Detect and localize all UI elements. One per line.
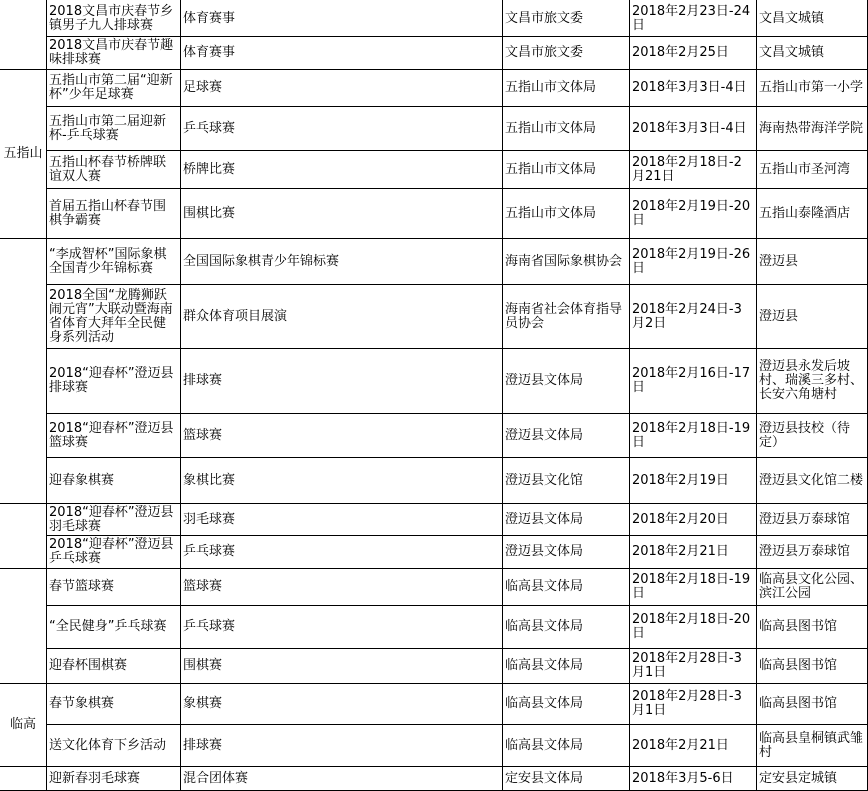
category-cell[interactable]: 羽毛球赛 — [183, 511, 236, 527]
category-cell[interactable]: 象棋赛 — [183, 696, 223, 711]
organizer-cell[interactable]: 五指山市文体局 — [505, 80, 597, 95]
category-cell[interactable]: 围棋比赛 — [183, 205, 236, 221]
event-name-cell[interactable]: 2018全国“龙腾狮跃闹元宵”大联动暨海南省体育大拜年全民健身系列活动 — [49, 287, 173, 345]
venue-cell[interactable]: 临高县文化公园、滨江公园 — [759, 572, 864, 601]
organizer-cell[interactable]: 临高县文体局 — [505, 658, 584, 673]
row-border — [0, 238, 46, 239]
category-cell[interactable]: 乒乓球赛 — [183, 120, 236, 136]
date-cell[interactable]: 2018年2月19日-26日 — [632, 246, 751, 276]
organizer-cell[interactable]: 澄迈县文体局 — [505, 427, 584, 443]
organizer-cell[interactable]: 临高县文体局 — [505, 696, 584, 711]
category-cell[interactable]: 象棋比赛 — [183, 472, 236, 488]
event-name-cell[interactable]: 2018文昌市庆春节乡镇男子九人排球赛 — [49, 3, 174, 33]
region-cell[interactable]: 临高 — [9, 717, 36, 732]
row-border — [0, 568, 46, 569]
row-border — [46, 457, 868, 458]
venue-cell[interactable]: 临高县图书馆 — [759, 696, 838, 711]
event-name-cell[interactable]: 五指山杯春节桥牌联谊双人赛 — [49, 154, 167, 184]
organizer-cell[interactable]: 澄迈县文体局 — [505, 511, 584, 527]
row-border — [46, 69, 868, 70]
date-cell[interactable]: 2018年2月20日 — [632, 511, 729, 527]
category-cell[interactable]: 篮球赛 — [183, 427, 223, 443]
category-cell[interactable]: 桥牌比赛 — [183, 161, 236, 177]
date-cell[interactable]: 2018年3月3日-4日 — [632, 120, 747, 136]
category-cell[interactable]: 混合团体赛 — [183, 771, 249, 786]
region-cell[interactable] — [0, 767, 46, 791]
venue-cell[interactable]: 澄迈县万泰球馆 — [759, 511, 851, 527]
event-name-cell[interactable]: 迎春杯围棋赛 — [49, 658, 128, 673]
category-cell[interactable]: 篮球赛 — [183, 579, 223, 594]
column-border — [180, 0, 181, 791]
venue-cell[interactable]: 文昌文城镇 — [759, 10, 825, 26]
date-cell[interactable]: 2018年2月18日-19日 — [632, 572, 751, 601]
date-cell[interactable]: 2018年2月18日-2月21日 — [632, 154, 742, 184]
row-border — [0, 69, 46, 70]
event-name-cell[interactable]: “李成智杯”国际象棋全国青少年锦标赛 — [49, 246, 167, 276]
column-border — [46, 0, 47, 791]
row-border — [46, 535, 868, 536]
row-border — [0, 683, 46, 684]
organizer-cell[interactable]: 五指山市文体局 — [505, 120, 597, 136]
event-name-cell[interactable]: “全民健身”乒乓球赛 — [49, 619, 167, 634]
venue-cell[interactable]: 定安县定城镇 — [759, 771, 838, 786]
column-border — [629, 0, 630, 791]
row-border — [46, 150, 868, 151]
event-name-cell[interactable]: 首届五指山杯春节围棋争霸赛 — [49, 198, 167, 228]
date-cell[interactable]: 2018年2月24日-3月2日 — [632, 301, 742, 331]
row-border — [46, 683, 868, 684]
organizer-cell[interactable]: 临高县文体局 — [505, 619, 584, 634]
venue-cell[interactable]: 澄迈县文化馆二楼 — [759, 472, 864, 488]
venue-cell[interactable]: 五指山泰隆酒店 — [759, 205, 851, 221]
row-border — [0, 766, 46, 767]
organizer-cell[interactable]: 定安县文体局 — [505, 771, 584, 786]
organizer-cell[interactable]: 五指山市文体局 — [505, 205, 597, 221]
category-cell[interactable]: 乒乓球赛 — [183, 544, 236, 559]
row-border — [46, 724, 868, 725]
date-cell[interactable]: 2018年2月28日-3月1日 — [632, 689, 742, 718]
region-cell[interactable] — [0, 239, 46, 503]
date-cell[interactable]: 2018年3月5-6日 — [632, 771, 734, 786]
row-border — [46, 188, 868, 189]
organizer-cell[interactable]: 文昌市旅文委 — [505, 10, 584, 26]
venue-cell[interactable]: 临高县皇桐镇武雏村 — [759, 730, 864, 760]
date-cell[interactable]: 2018年2月19日 — [632, 472, 729, 488]
row-border — [0, 503, 46, 504]
organizer-cell[interactable]: 五指山市文体局 — [505, 161, 597, 177]
organizer-cell[interactable]: 临高县文体局 — [505, 579, 584, 594]
category-cell[interactable]: 排球赛 — [183, 737, 223, 753]
event-name-cell[interactable]: 五指山市第二届迎新杯-乒乓球赛 — [49, 113, 167, 143]
region-cell[interactable]: 五指山 — [3, 146, 43, 161]
region-cell[interactable] — [0, 569, 46, 683]
region-cell[interactable] — [0, 504, 46, 568]
category-cell[interactable]: 围棋赛 — [183, 658, 223, 673]
row-border — [46, 605, 868, 606]
venue-cell[interactable]: 临高县图书馆 — [759, 619, 838, 634]
venue-cell[interactable]: 澄迈县万泰球馆 — [759, 544, 851, 559]
venue-cell[interactable]: 临高县图书馆 — [759, 658, 838, 673]
row-border — [46, 106, 868, 107]
organizer-cell[interactable]: 海南省社会体育指导员协会 — [505, 301, 623, 331]
category-cell[interactable]: 体育赛事 — [183, 45, 236, 60]
venue-cell[interactable]: 五指山市第一小学 — [759, 80, 864, 95]
row-border — [46, 348, 868, 349]
row-border — [46, 36, 868, 37]
row-border — [46, 238, 868, 239]
venue-cell[interactable]: 澄迈县永发后坡村、瑞溪三多村、长安六角塘村 — [759, 359, 864, 402]
organizer-cell[interactable]: 海南省国际象棋协会 — [505, 253, 623, 269]
venue-cell[interactable]: 澄迈县技校（待定） — [759, 420, 851, 450]
category-cell[interactable]: 体育赛事 — [183, 10, 236, 26]
venue-cell[interactable]: 五指山市圣河湾 — [759, 161, 851, 177]
event-name-cell[interactable]: 迎新春羽毛球赛 — [49, 771, 141, 786]
column-border — [756, 0, 757, 791]
date-cell[interactable]: 2018年2月21日 — [632, 544, 729, 559]
organizer-cell[interactable]: 澄迈县文体局 — [505, 373, 584, 388]
row-border — [46, 413, 868, 414]
event-name-cell[interactable]: 迎春象棋赛 — [49, 472, 115, 488]
venue-cell[interactable]: 文昌文城镇 — [759, 45, 825, 60]
category-cell[interactable]: 群众体育项目展演 — [183, 308, 288, 324]
date-cell[interactable]: 2018年2月28日-3月1日 — [632, 651, 742, 680]
organizer-cell[interactable]: 澄迈县文化馆 — [505, 472, 584, 488]
date-cell[interactable]: 2018年2月21日 — [632, 737, 729, 753]
row-border — [46, 766, 868, 767]
date-cell[interactable]: 2018年2月16日-17日 — [632, 366, 751, 395]
event-name-cell[interactable]: 2018“迎春杯”澄迈县篮球赛 — [49, 420, 174, 450]
row-border — [46, 568, 868, 569]
event-name-cell[interactable]: 五指山市第二届“迎新杯”少年足球赛 — [49, 73, 173, 102]
organizer-cell[interactable]: 临高县文体局 — [505, 737, 584, 753]
organizer-cell[interactable]: 文昌市旅文委 — [505, 45, 584, 60]
venue-cell[interactable]: 澄迈县 — [759, 253, 799, 269]
event-name-cell[interactable]: 2018“迎春杯”澄迈县乒乓球赛 — [49, 537, 174, 566]
date-cell[interactable]: 2018年2月18日-20日 — [632, 612, 751, 641]
date-cell[interactable]: 2018年2月18日-19日 — [632, 420, 751, 450]
date-cell[interactable]: 2018年3月3日-4日 — [632, 80, 747, 95]
category-cell[interactable]: 全国国际象棋青少年锦标赛 — [183, 253, 340, 269]
event-name-cell[interactable]: 2018“迎春杯”澄迈县排球赛 — [49, 366, 174, 395]
row-border — [46, 648, 868, 649]
organizer-cell[interactable]: 澄迈县文体局 — [505, 544, 584, 559]
date-cell[interactable]: 2018年2月19日-20日 — [632, 198, 751, 228]
date-cell[interactable]: 2018年2月23日-24日 — [632, 3, 751, 33]
venue-cell[interactable]: 海南热带海洋学院 — [759, 120, 864, 136]
region-cell[interactable] — [0, 1, 46, 69]
event-name-cell[interactable]: 春节象棋赛 — [49, 696, 115, 711]
event-name-cell[interactable]: 春节篮球赛 — [49, 579, 115, 594]
column-border — [502, 0, 503, 791]
row-border — [46, 503, 868, 504]
venue-cell[interactable]: 澄迈县 — [759, 308, 799, 324]
event-name-cell[interactable]: 2018“迎春杯”澄迈县羽毛球赛 — [49, 504, 174, 534]
category-cell[interactable]: 排球赛 — [183, 373, 223, 388]
row-border — [46, 284, 868, 285]
date-cell[interactable]: 2018年2月25日 — [632, 45, 729, 60]
category-cell[interactable]: 足球赛 — [183, 80, 223, 95]
event-name-cell[interactable]: 2018文昌市庆春节趣味排球赛 — [49, 38, 174, 67]
event-name-cell[interactable]: 送文化体育下乡活动 — [49, 737, 167, 753]
category-cell[interactable]: 乒乓球赛 — [183, 619, 236, 634]
